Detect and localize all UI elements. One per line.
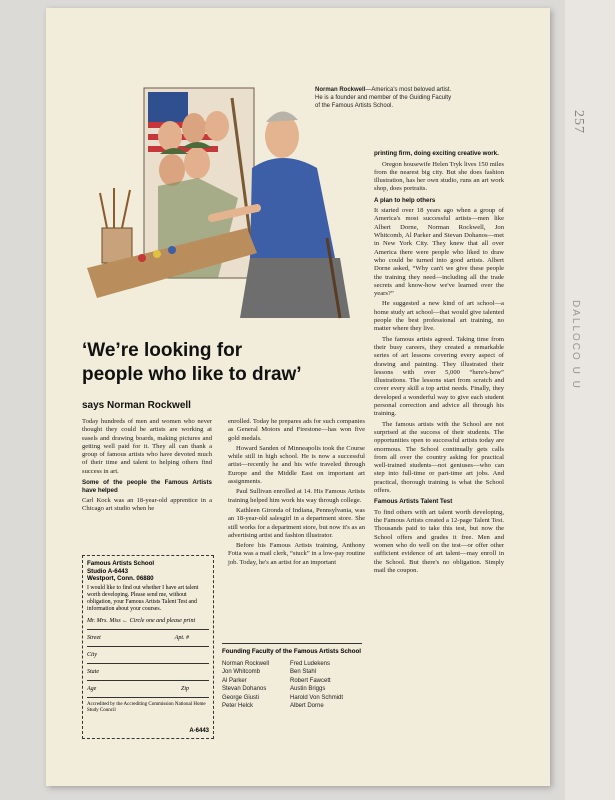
coupon-address: Westport, Conn. 06880 (87, 575, 154, 582)
rockwell-painting-illustration (82, 58, 352, 333)
faculty-member: Peter Helck (222, 703, 254, 709)
street-field[interactable] (87, 635, 209, 647)
paragraph: Carl Kock was an 18-year-old apprentice in a Chicago art studio when he (82, 497, 212, 513)
faculty-member: Austin Briggs (290, 686, 326, 692)
column-lead: printing firm, doing exciting creative work. (374, 150, 499, 157)
state-field[interactable] (87, 669, 209, 681)
faculty-list-left (222, 660, 290, 711)
article-column-3 (374, 147, 504, 577)
faculty-member: Albert Dorne (290, 703, 324, 709)
paragraph: Howard Sanden of Minneapolis took the Course while still in high school. He is now a successful artist—recently he and his wife traveled through Europe and the Middle East on important art assignments. (228, 444, 365, 486)
paragraph: It started over 18 years ago when a group of America's most successful artists—men like Albert Dorne, Norman Rockwell, Jon Whitcomb, Al Parker and Stevan Dohanos—met in New York City. They knew that all over America there were people who liked to draw who could be turned into good artists. Albert Dorne asked, “Why can't we give these people the training they need—including all the trade secrets and know-how we've learned over the years?” (374, 207, 504, 298)
paragraph: Kathleen Gironda of Indiana, Pennsylvania, was an 18-year-old salesgirl in a department store. She still works for a department store, but now it's as an advertising artist and fashion illustrator. (228, 506, 365, 539)
coupon-code: A-6443 (189, 728, 209, 734)
paragraph: Today hundreds of men and women who never thought they could be artists are working at easels and drawing boards, making pictures and getting well paid for it. They all can thank a group of famous artists who have devoted much of their time and talent to helping others find success in art. (82, 418, 212, 475)
subheading: Famous Artists Talent Test (374, 498, 453, 506)
street-label: Street (87, 634, 101, 641)
apt-label: Apt. # (174, 634, 189, 641)
faculty-member: Norman Rockwell (222, 660, 270, 667)
spine-page-number: 257 (571, 110, 586, 134)
paragraph: Before his Famous Artists training, Anthony Fotia was a mail clerk, “stuck” in a low-pay routine job. Today, he's an artist for an important (228, 542, 365, 566)
article-column-1 (82, 418, 212, 516)
coupon-body: I would like to find out whether I have art talent worth developing. Please send me, without obligation, your Famous Artists Talent Test and information about your courses. (87, 584, 199, 612)
caption-name: Norman Rockwell (315, 87, 366, 93)
paragraph: To find others with art talent worth developing, the Famous Artists created a 12-page Talent Test. Thousands paid to take this test, but now the School offers and grades it free. Men and women who do well on the test—or offer other sufficient evidence of art talent—may enroll in the School. But there's no obligation. Simply mail the coupon. (374, 508, 504, 574)
state-label: State (87, 668, 99, 675)
accreditation: Accredited by the Accrediting Commission National Home Study Council (87, 701, 206, 713)
faculty-member: Robert Fawcett (290, 677, 331, 684)
name-field[interactable] (87, 618, 209, 630)
faculty-member: George Giusti (222, 694, 260, 701)
age-zip-field[interactable] (87, 686, 209, 698)
paragraph: He suggested a new kind of art school—a home study art school—that would give talented people the best professional art training, no matter where they live. (374, 300, 504, 333)
paragraph: Paul Sullivan enrolled at 14. His Famous Artists training helped him work his way through college. (228, 488, 365, 504)
faculty-box (222, 643, 362, 711)
faculty-member: Jon Whitcomb (222, 669, 261, 675)
city-field[interactable] (87, 652, 209, 664)
city-label: City (87, 651, 97, 658)
coupon-studio: Studio A-6443 (87, 567, 129, 575)
headline-line-1: ‘We’re looking for (82, 340, 243, 361)
paragraph: The famous artists agreed. Taking time from their busy careers, they created a remarkable series of art lessons covering every aspect of drawing and painting. They illustrated their lessons with over 5,000 “here's-how” illustrations. The lessons start from scratch and cover every skill a top artist needs. Finally, they developed a wonderful way to give each student personal correction and advice all through his training. (374, 335, 504, 418)
order-coupon[interactable] (82, 555, 214, 739)
article-column-2 (228, 418, 365, 569)
faculty-list-right (290, 660, 358, 711)
faculty-member: Stevan Dohanos (222, 686, 267, 692)
paragraph: Oregon housewife Helen Tryk lives 150 miles from the nearest big city. But she does fashion illustration, has her own studio, runs an art work shop, does portraits. (374, 160, 504, 193)
faculty-member: Al Parker (222, 677, 247, 684)
illustration-caption (315, 86, 455, 110)
circle-instruction: ← Circle one and please print (122, 617, 196, 624)
subheading: A plan to help others (374, 196, 436, 204)
subheading: Some of the people the Famous Artists have helped (82, 479, 212, 494)
faculty-member: Fred Ludekens (290, 660, 331, 667)
age-label: Age (87, 685, 97, 692)
spine-text: DALLOCO U U (570, 300, 581, 390)
faculty-member: Ben Stahl (290, 669, 317, 675)
title-options: Mr. Mrs. Miss (87, 617, 121, 624)
headline-line-2: people who like to draw’ (82, 364, 302, 385)
caption-text: —America's most beloved artist. He is a founder and member of the Guiding Faculty of the Famous Artists School. (315, 87, 452, 109)
paragraph: The famous artists with the School are not surprised at the success of their students. The opportunities open to successful artists today are enormous. The School continually gets calls from all over the country asking for practical well-trained students—not geniuses—who can step into full-time or part-time art jobs. And practical, thorough training is what the School offers. (374, 420, 504, 494)
coupon-school: Famous Artists School (87, 560, 155, 567)
zip-label: Zip (180, 685, 189, 692)
paragraph: enrolled. Today he prepares ads for such companies as General Motors and Firestone—has won five gold medals. (228, 418, 365, 442)
faculty-member: Harold Von Schmidt (290, 694, 344, 701)
byline: says Norman Rockwell (82, 400, 191, 411)
faculty-title: Founding Faculty of the Famous Artists School (222, 648, 361, 655)
headline (82, 339, 382, 387)
